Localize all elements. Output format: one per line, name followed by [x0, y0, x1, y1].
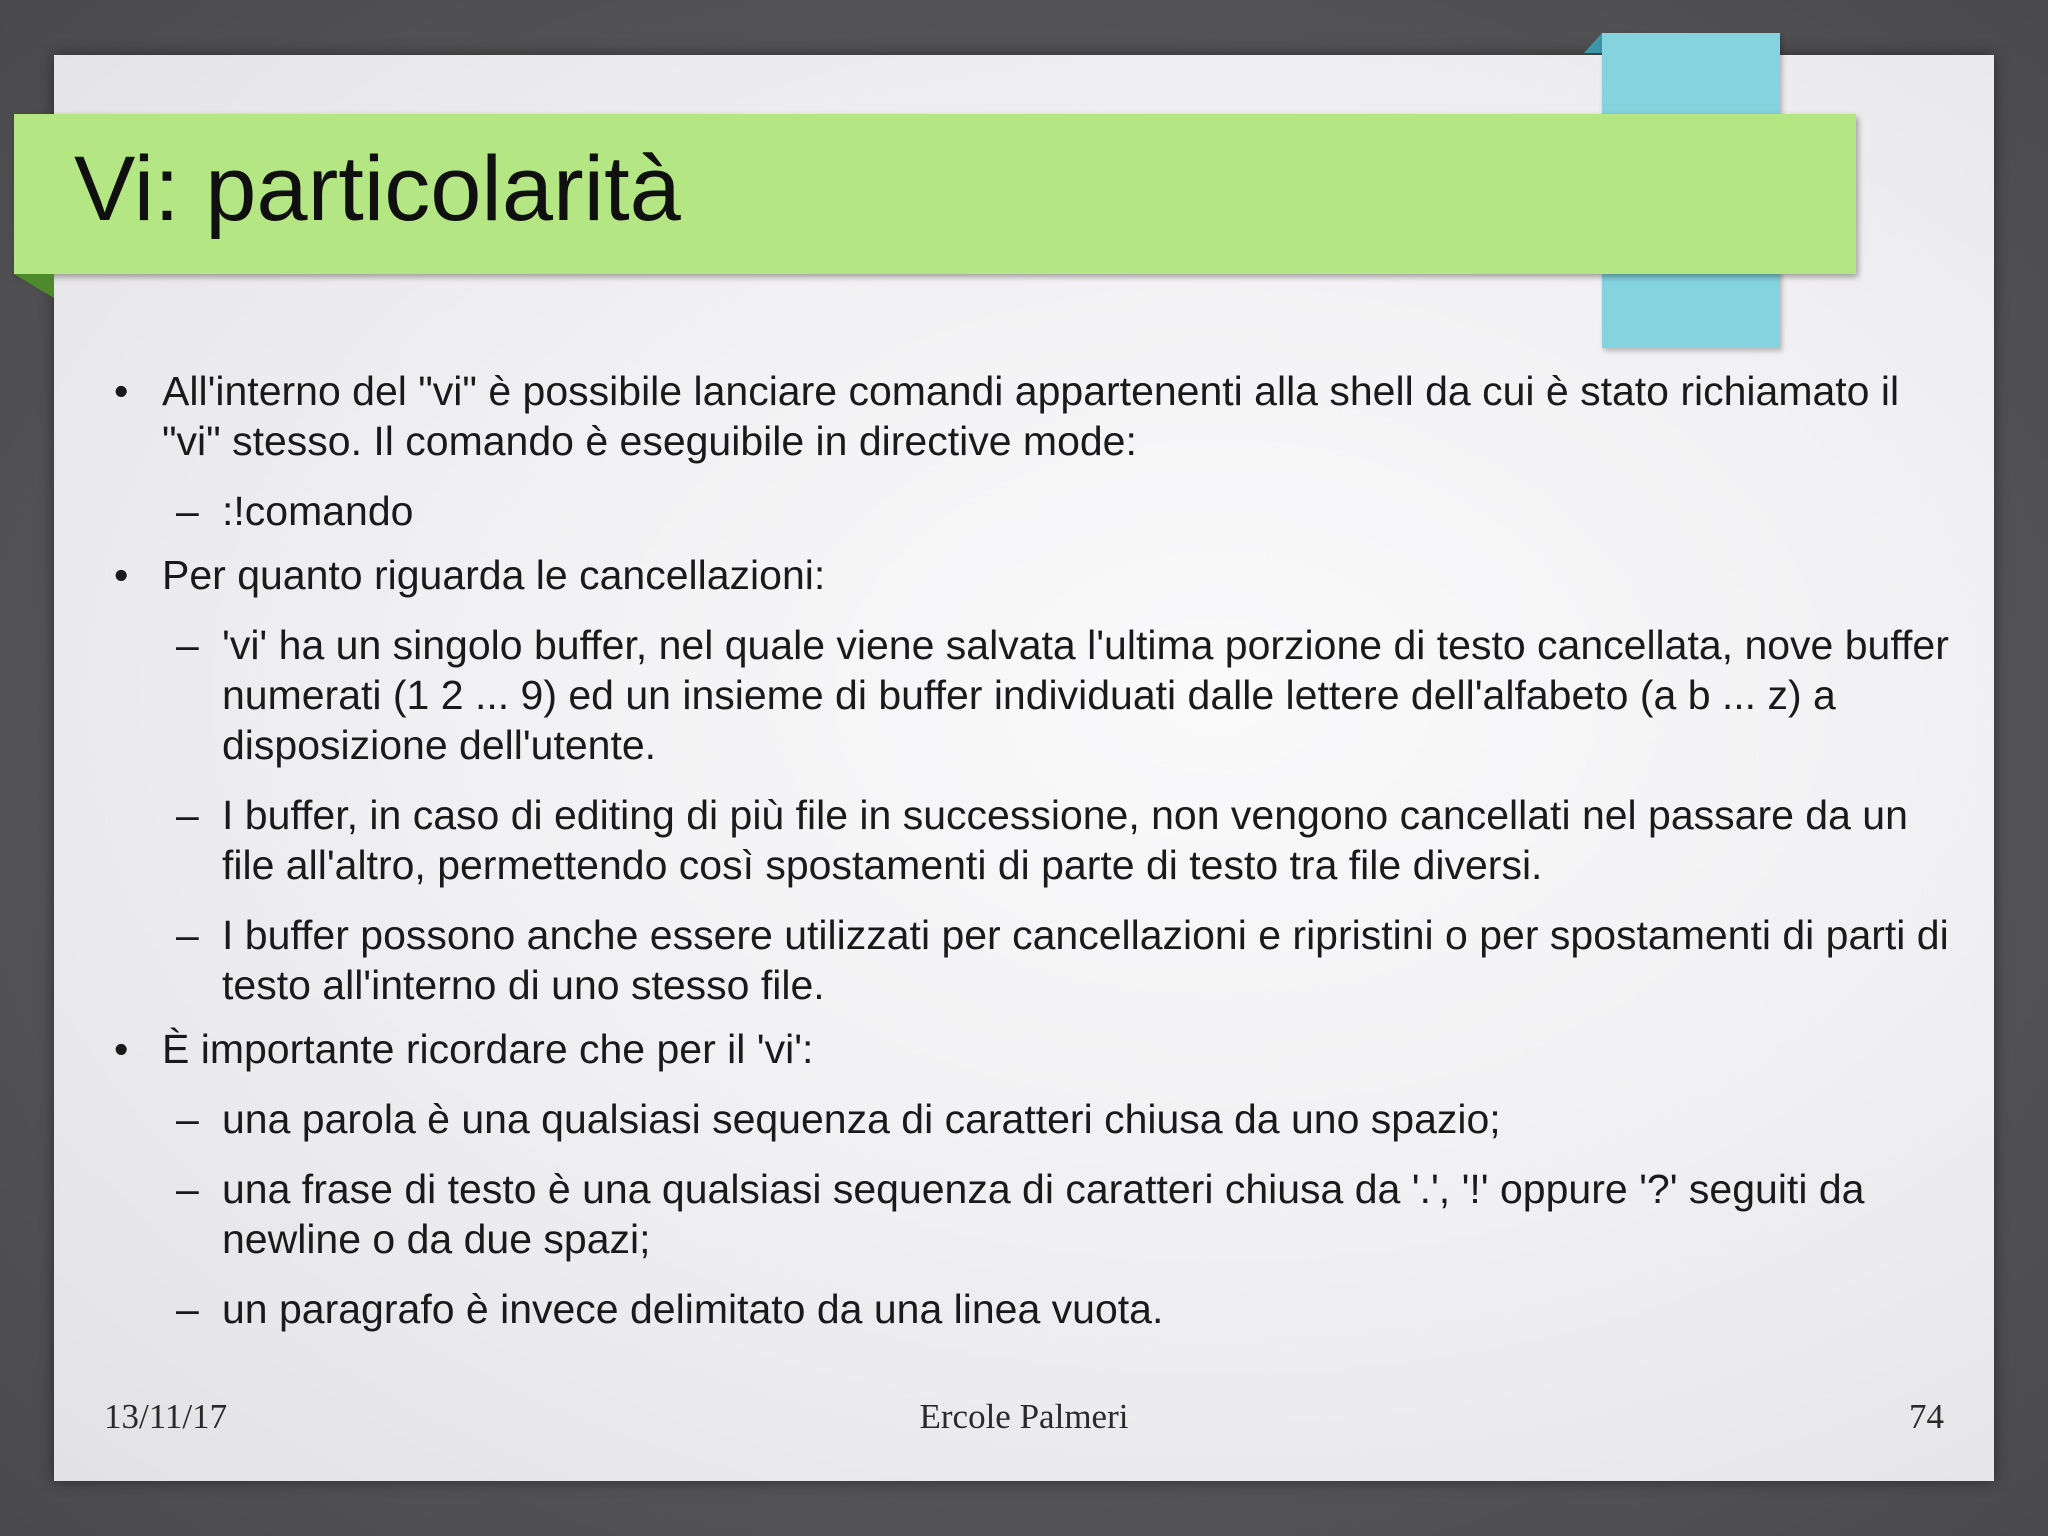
- sub-bullet-text: I buffer possono anche essere utilizzati per cancellazioni e ripristini o per spostamenti di parti di testo all'interno di uno stesso file.: [222, 912, 1949, 1008]
- sub-bullet-item: [108, 1164, 1968, 1264]
- dash-marker: –: [176, 1286, 199, 1332]
- bullet-text: Per quanto riguarda le cancellazioni:: [162, 552, 826, 598]
- sub-bullet-text: una parola è una qualsiasi sequenza di caratteri chiusa da uno spazio;: [222, 1096, 1501, 1142]
- sub-bullet-item: [108, 790, 1968, 890]
- title-fold-decoration: [14, 274, 54, 298]
- bullet-marker: •: [114, 1026, 129, 1072]
- sub-bullet-text: :!comando: [222, 488, 414, 534]
- dash-marker: –: [176, 912, 199, 958]
- sub-bullet-text: 'vi' ha un singolo buffer, nel quale viene salvata l'ultima porzione di testo cancellata, nove buffer numerati (1 2 ... 9) ed un insieme di buffer individuati dalle lettere dell'alfabeto (a b ... z) a disposizione dell'utente.: [222, 622, 1949, 768]
- slide-title: Vi: particolarità: [74, 138, 681, 240]
- sub-bullet-text: una frase di testo è una qualsiasi sequenza di caratteri chiusa da '.', '!' oppure '?' seguiti da newline o da due spazi;: [222, 1166, 1865, 1262]
- footer-date: 13/11/17: [104, 1397, 228, 1436]
- bullet-marker: •: [114, 368, 129, 414]
- bullet-marker: •: [114, 552, 129, 598]
- bullet-item: [108, 1024, 1968, 1074]
- sub-bullet-item: [108, 910, 1968, 1010]
- sub-bullet-item: [108, 620, 1968, 770]
- dash-marker: –: [176, 488, 199, 534]
- dash-marker: –: [176, 1166, 199, 1212]
- sub-bullet-item: [108, 486, 1968, 536]
- sub-bullet-text: I buffer, in caso di editing di più file in successione, non vengono cancellati nel passare da un file all'altro, permettendo così spostamenti di parte di testo tra file diversi.: [222, 792, 1908, 888]
- footer-page-number: 74: [1909, 1397, 1944, 1436]
- sub-bullet-item: [108, 1284, 1968, 1334]
- bullet-text: È importante ricordare che per il 'vi':: [162, 1026, 814, 1072]
- dash-marker: –: [176, 622, 199, 668]
- dash-marker: –: [176, 792, 199, 838]
- sub-bullet-text: un paragrafo è invece delimitato da una linea vuota.: [222, 1286, 1164, 1332]
- sub-bullet-item: [108, 1094, 1968, 1144]
- accent-fold-decoration: [1584, 33, 1602, 53]
- bullet-text: All'interno del "vi" è possibile lanciare comandi appartenenti alla shell da cui è stato richiamato il "vi" stesso. Il comando è eseguibile in directive mode:: [162, 368, 1900, 464]
- slide-content: [108, 366, 1968, 1334]
- bullet-item: [108, 366, 1968, 466]
- bullet-item: [108, 550, 1968, 600]
- dash-marker: –: [176, 1096, 199, 1142]
- footer-author: Ercole Palmeri: [919, 1397, 1129, 1436]
